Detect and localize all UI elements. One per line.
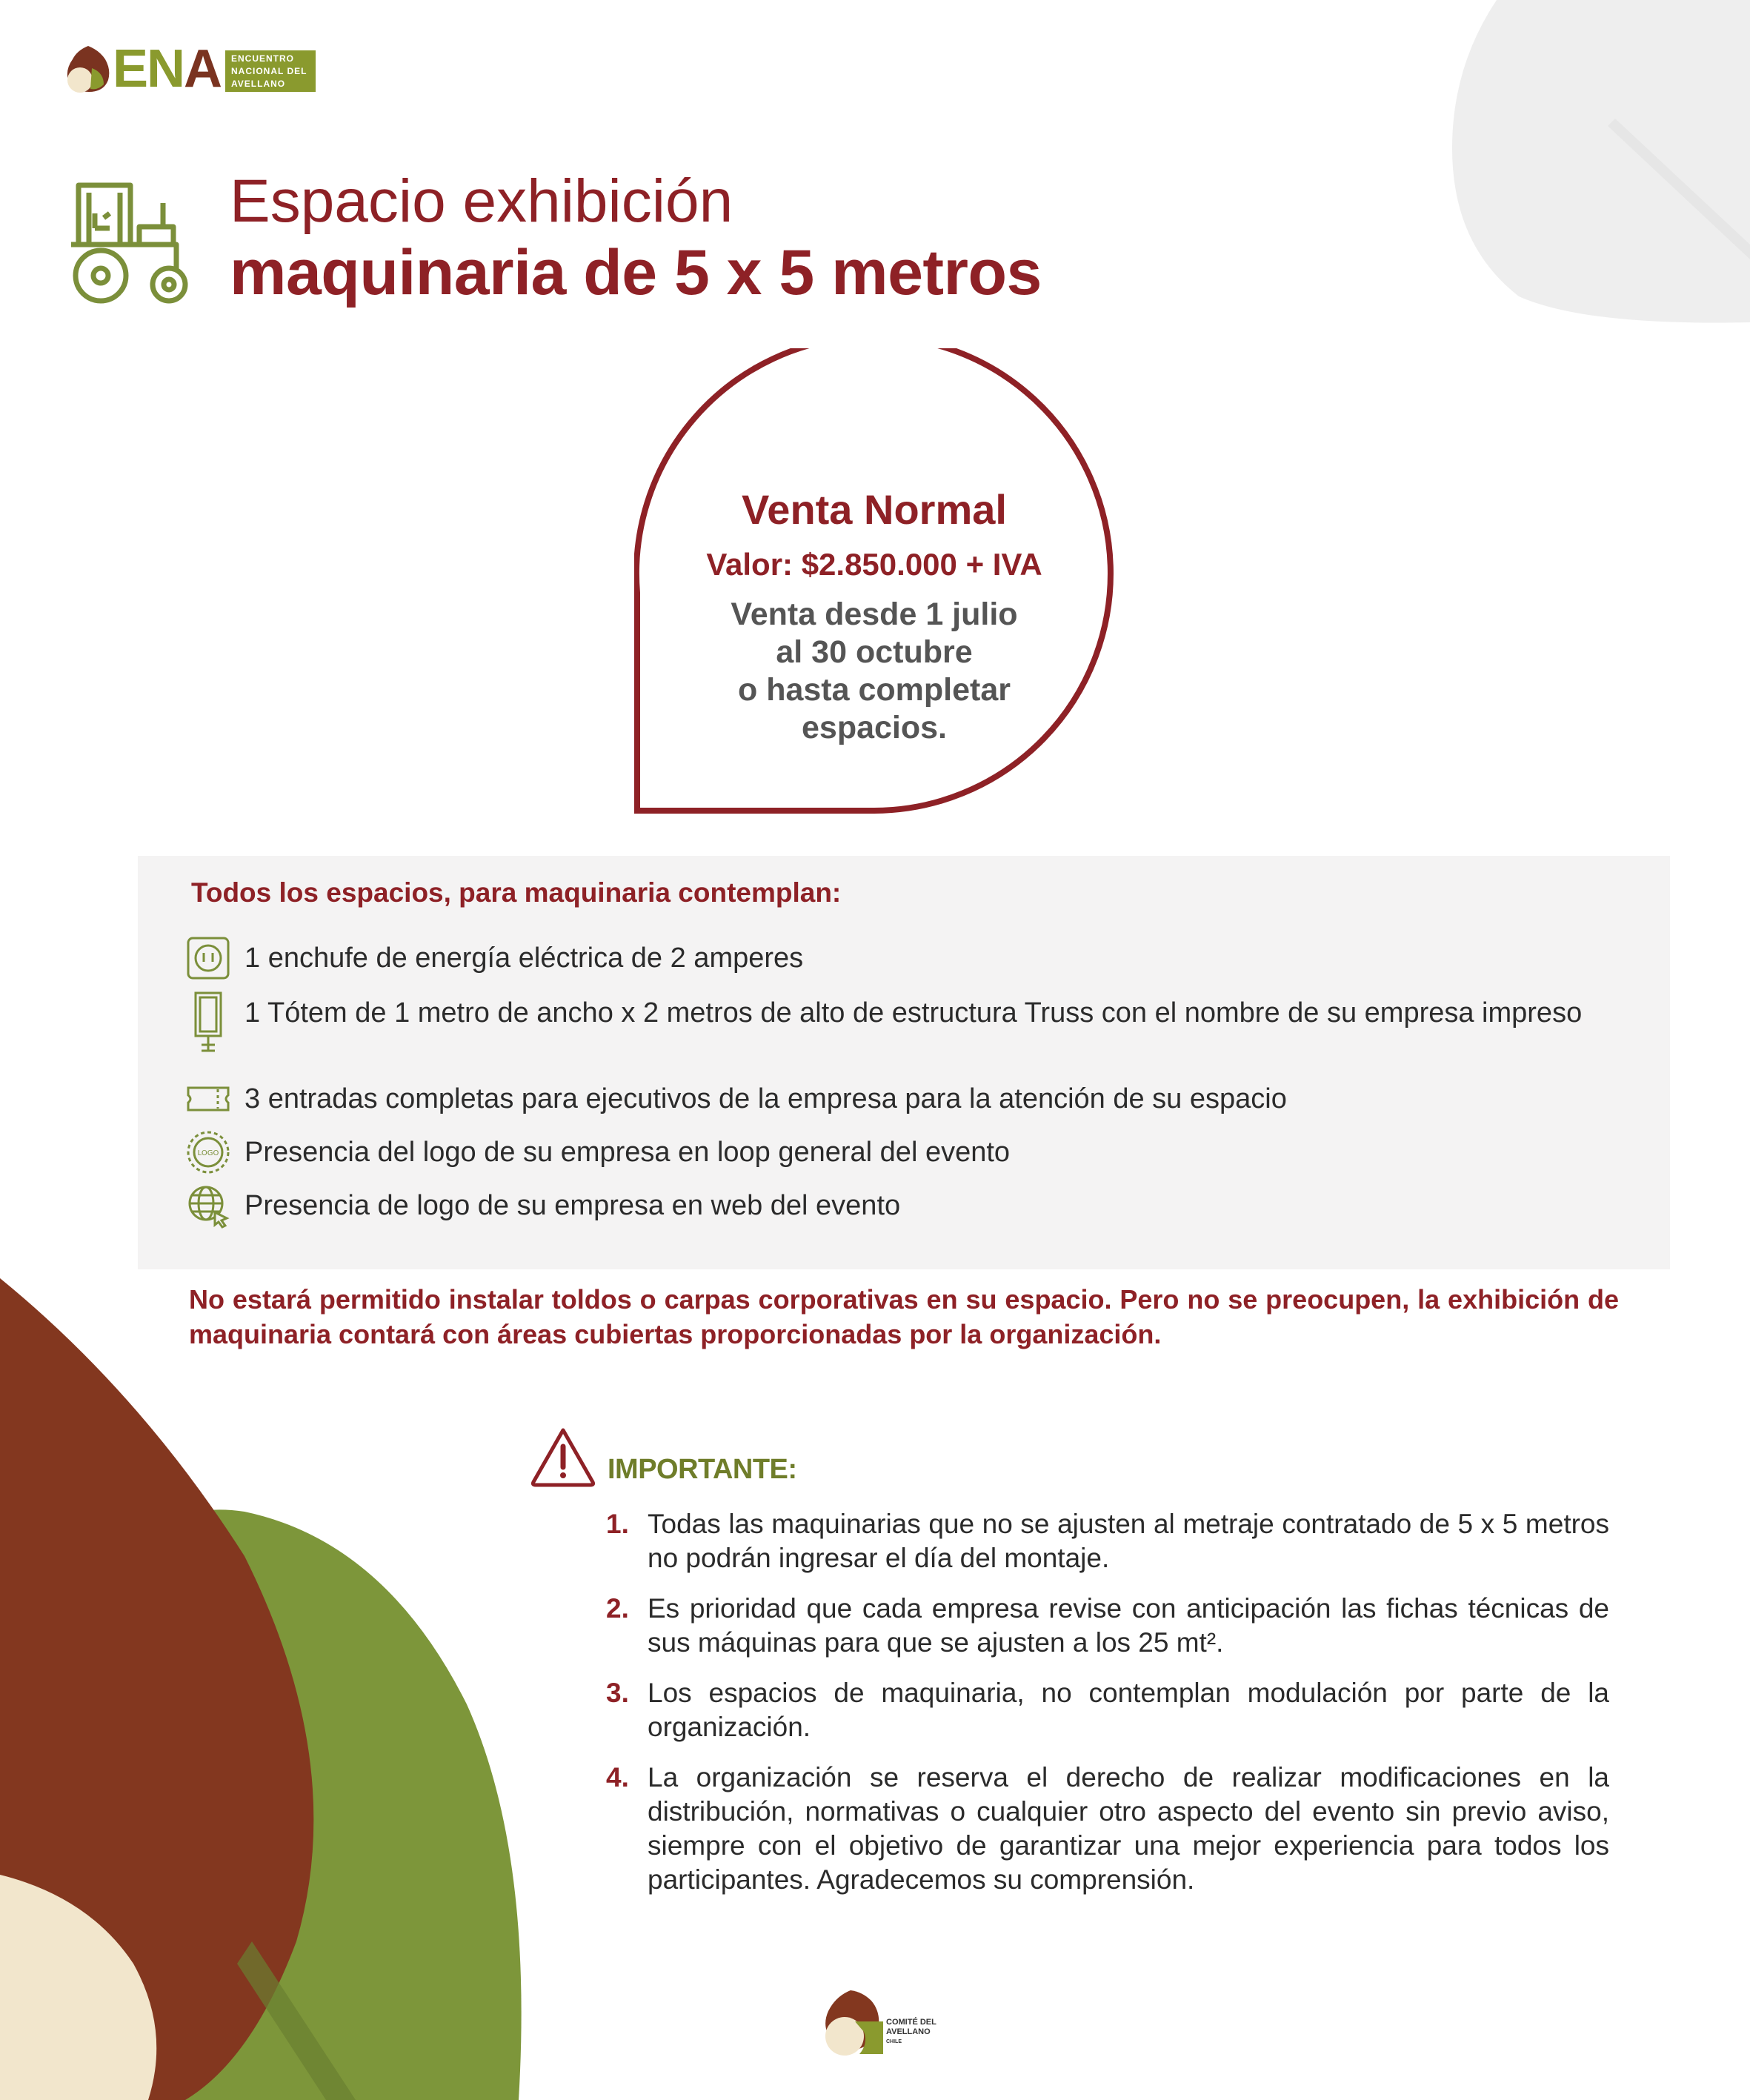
list-item: 2. Es prioridad que cada empresa revise con anticipación las fichas técnicas de sus máquinas para que se ajusten a los 25 mt². [606, 1593, 1609, 1658]
feature-item: 1 enchufe de energía eléctrica de 2 amperes [185, 935, 1619, 981]
feature-item: Presencia de logo de su empresa en web del evento [185, 1183, 1619, 1229]
feature-item: LOGO Presencia del logo de su empresa en loop general del evento [185, 1129, 1619, 1175]
list-item: 3. Los espacios de maquinaria, no contemplan modulación por parte de la organización. [606, 1678, 1609, 1742]
totem-icon [185, 990, 231, 1057]
svg-text:LOGO: LOGO [197, 1149, 219, 1157]
warning-icon [529, 1426, 597, 1488]
tent-notice: No estará permitido instalar toldos o carpas corporativas en su espacio. Pero no se preocupen, la exhibición de maquinaria contará con áreas cubiertas proporcionadas por la organización. [189, 1284, 1619, 1349]
ena-logo-subtitle: ENCUENTRO NACIONAL DEL AVELLANO [225, 50, 316, 92]
comite-avellano-text: COMITÉ DEL AVELLANO CHILE [886, 2018, 936, 2044]
ena-logo-text: ENA [113, 39, 222, 99]
price-dates: Venta desde 1 julio al 30 octubre o hasta completar espacios. [731, 597, 1018, 745]
feature-item: 3 entradas completas para ejecutivos de la empresa para la atención de su espacio [185, 1076, 1619, 1122]
page-title-line1: Espacio exhibición [230, 167, 733, 235]
feature-item: 1 Tótem de 1 metro de ancho x 2 metros de alto de estructura Truss con el nombre de su empresa impreso [185, 990, 1619, 1064]
list-item: 4. La organización se reserva el derecho de realizar modificaciones en la distribución, normativas o cualquier otro aspecto del evento sin previo aviso, siempre con el objetivo de garantizar una mejor experiencia para todos los participantes. Agradecemos su comprensión. [606, 1762, 1609, 1895]
ticket-icon [185, 1076, 231, 1122]
page-title-line2: maquinaria de 5 x 5 metros [230, 237, 1042, 308]
plug-icon [185, 935, 231, 981]
price-heading: Venta Normal [742, 486, 1007, 533]
important-title: IMPORTANTE: [608, 1454, 797, 1485]
price-value: Valor: $2.850.000 + IVA [706, 547, 1042, 582]
tractor-icon [65, 181, 199, 307]
features-title: Todos los espacios, para maquinaria contemplan: [191, 877, 842, 908]
list-item: 1. Todas las maquinarias que no se ajusten al metraje contratado de 5 x 5 metros no podrán ingresar el día del montaje. [606, 1509, 1609, 1573]
price-block [645, 482, 1104, 747]
important-list [606, 1507, 1609, 1913]
logo-badge-icon [185, 1129, 231, 1175]
globe-icon [185, 1183, 231, 1229]
